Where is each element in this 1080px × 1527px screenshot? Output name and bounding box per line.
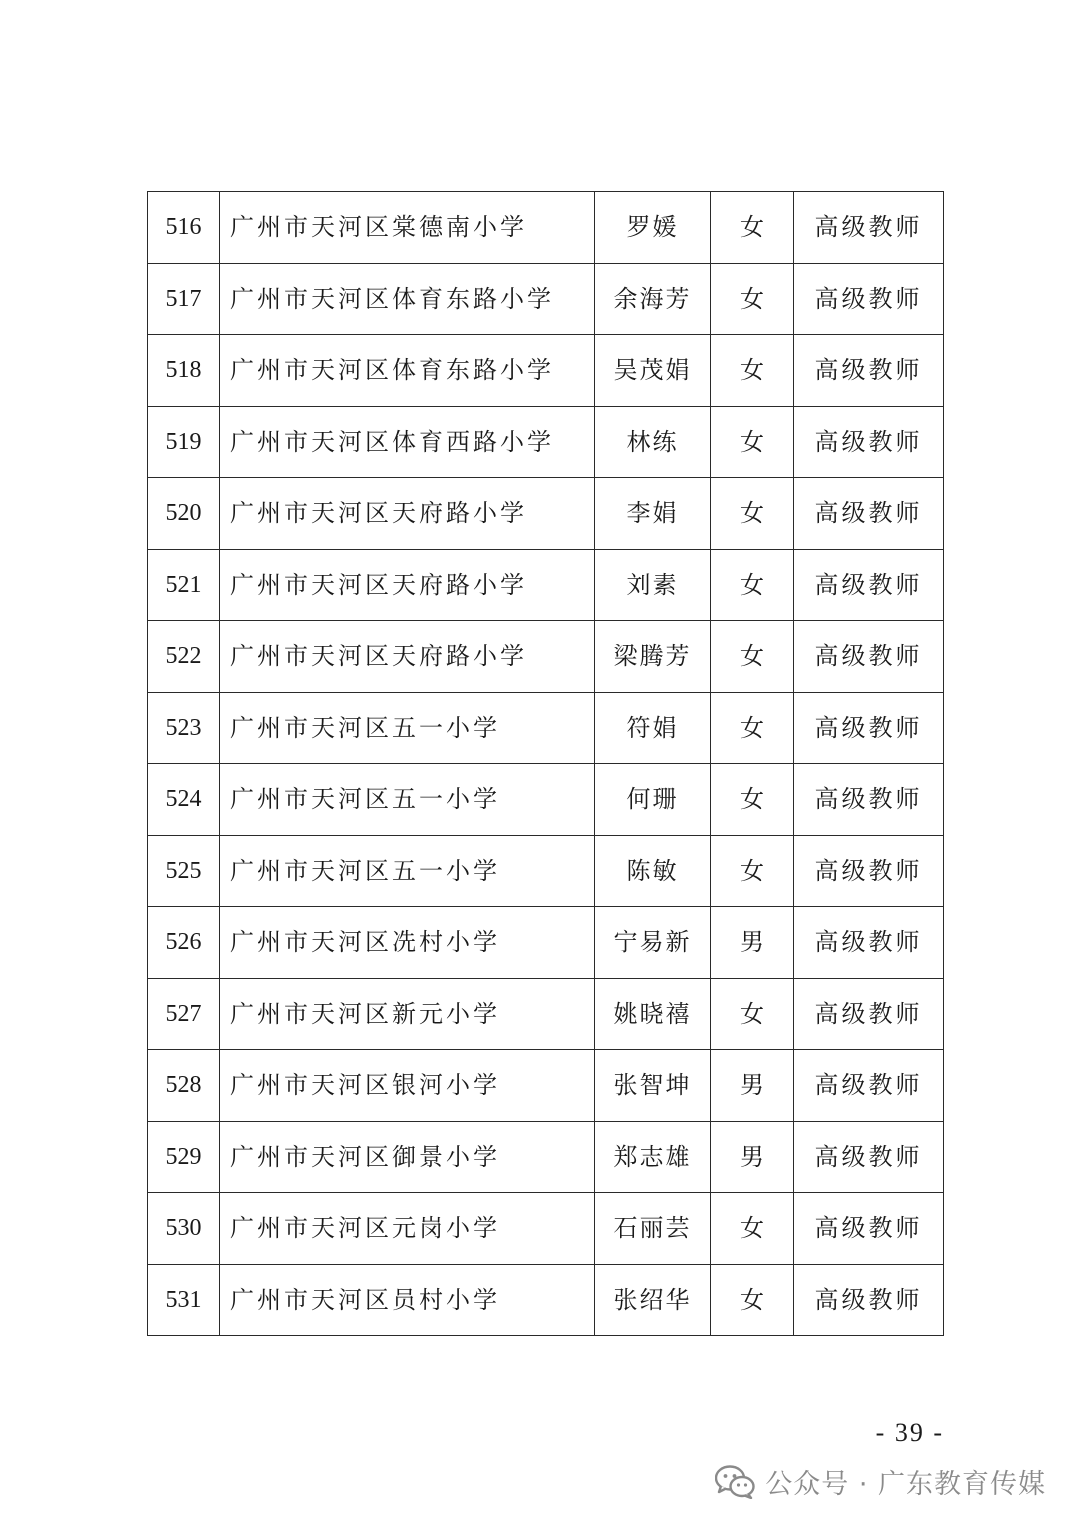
table-row xyxy=(148,263,944,335)
row-number: 528 xyxy=(148,1050,220,1122)
table-row xyxy=(148,192,944,264)
wechat-icon xyxy=(715,1465,755,1499)
teacher-title: 高级教师 xyxy=(794,835,944,907)
teacher-title: 高级教师 xyxy=(794,764,944,836)
school-name: 广州市天河区体育东路小学 xyxy=(220,263,595,335)
row-number: 520 xyxy=(148,478,220,550)
teacher-title: 高级教师 xyxy=(794,406,944,478)
school-name: 广州市天河区天府路小学 xyxy=(220,478,595,550)
teacher-title: 高级教师 xyxy=(794,192,944,264)
row-number: 523 xyxy=(148,692,220,764)
teacher-title: 高级教师 xyxy=(794,549,944,621)
teacher-title: 高级教师 xyxy=(794,1121,944,1193)
teacher-name: 张绍华 xyxy=(595,1264,711,1336)
teacher-gender: 女 xyxy=(711,764,794,836)
watermark xyxy=(715,1462,1046,1501)
table-row xyxy=(148,1121,944,1193)
school-name: 广州市天河区五一小学 xyxy=(220,764,595,836)
row-number: 531 xyxy=(148,1264,220,1336)
teacher-title: 高级教师 xyxy=(794,263,944,335)
teacher-name: 刘素 xyxy=(595,549,711,621)
teacher-title: 高级教师 xyxy=(794,978,944,1050)
row-number: 530 xyxy=(148,1193,220,1265)
table-row xyxy=(148,406,944,478)
teacher-gender: 女 xyxy=(711,1264,794,1336)
school-name: 广州市天河区元岗小学 xyxy=(220,1193,595,1265)
teacher-gender: 男 xyxy=(711,1050,794,1122)
teacher-gender: 女 xyxy=(711,192,794,264)
table-row xyxy=(148,549,944,621)
teacher-gender: 女 xyxy=(711,692,794,764)
row-number: 516 xyxy=(148,192,220,264)
teacher-title: 高级教师 xyxy=(794,621,944,693)
table-row xyxy=(148,1264,944,1336)
teacher-name: 宁易新 xyxy=(595,907,711,979)
table-row xyxy=(148,835,944,907)
school-name: 广州市天河区员村小学 xyxy=(220,1264,595,1336)
teacher-name: 李娟 xyxy=(595,478,711,550)
teacher-title: 高级教师 xyxy=(794,1050,944,1122)
teacher-list-table xyxy=(147,191,944,1336)
teacher-title: 高级教师 xyxy=(794,1264,944,1336)
row-number: 522 xyxy=(148,621,220,693)
table-row xyxy=(148,335,944,407)
teacher-gender: 女 xyxy=(711,263,794,335)
school-name: 广州市天河区五一小学 xyxy=(220,835,595,907)
row-number: 521 xyxy=(148,549,220,621)
teacher-name: 吴茂娟 xyxy=(595,335,711,407)
teacher-title: 高级教师 xyxy=(794,335,944,407)
teacher-gender: 男 xyxy=(711,907,794,979)
table-row xyxy=(148,978,944,1050)
table-body xyxy=(148,192,944,1336)
teacher-gender: 女 xyxy=(711,978,794,1050)
table-row xyxy=(148,478,944,550)
teacher-name: 林练 xyxy=(595,406,711,478)
school-name: 广州市天河区银河小学 xyxy=(220,1050,595,1122)
row-number: 529 xyxy=(148,1121,220,1193)
teacher-gender: 女 xyxy=(711,835,794,907)
row-number: 526 xyxy=(148,907,220,979)
table-row xyxy=(148,1050,944,1122)
school-name: 广州市天河区天府路小学 xyxy=(220,621,595,693)
teacher-title: 高级教师 xyxy=(794,692,944,764)
teacher-gender: 女 xyxy=(711,621,794,693)
row-number: 519 xyxy=(148,406,220,478)
table-row xyxy=(148,692,944,764)
row-number: 517 xyxy=(148,263,220,335)
teacher-gender: 男 xyxy=(711,1121,794,1193)
row-number: 518 xyxy=(148,335,220,407)
teacher-gender: 女 xyxy=(711,478,794,550)
row-number: 527 xyxy=(148,978,220,1050)
teacher-gender: 女 xyxy=(711,406,794,478)
teacher-name: 余海芳 xyxy=(595,263,711,335)
teacher-name: 张智坤 xyxy=(595,1050,711,1122)
school-name: 广州市天河区体育西路小学 xyxy=(220,406,595,478)
teacher-gender: 女 xyxy=(711,335,794,407)
table-row xyxy=(148,621,944,693)
teacher-name: 姚晓禧 xyxy=(595,978,711,1050)
row-number: 525 xyxy=(148,835,220,907)
table-row xyxy=(148,1193,944,1265)
school-name: 广州市天河区棠德南小学 xyxy=(220,192,595,264)
teacher-title: 高级教师 xyxy=(794,1193,944,1265)
teacher-gender: 女 xyxy=(711,1193,794,1265)
teacher-title: 高级教师 xyxy=(794,907,944,979)
school-name: 广州市天河区体育东路小学 xyxy=(220,335,595,407)
page-number: - 39 - xyxy=(875,1418,944,1447)
watermark-text: 公众号 · 广东教育传媒 xyxy=(765,1469,1046,1500)
teacher-gender: 女 xyxy=(711,549,794,621)
teacher-name: 罗媛 xyxy=(595,192,711,264)
row-number: 524 xyxy=(148,764,220,836)
teacher-name: 梁腾芳 xyxy=(595,621,711,693)
teacher-name: 何珊 xyxy=(595,764,711,836)
school-name: 广州市天河区新元小学 xyxy=(220,978,595,1050)
school-name: 广州市天河区冼村小学 xyxy=(220,907,595,979)
school-name: 广州市天河区天府路小学 xyxy=(220,549,595,621)
teacher-title: 高级教师 xyxy=(794,478,944,550)
school-name: 广州市天河区御景小学 xyxy=(220,1121,595,1193)
table-row xyxy=(148,907,944,979)
teacher-name: 陈敏 xyxy=(595,835,711,907)
teacher-name: 符娟 xyxy=(595,692,711,764)
school-name: 广州市天河区五一小学 xyxy=(220,692,595,764)
teacher-name: 郑志雄 xyxy=(595,1121,711,1193)
table-row xyxy=(148,764,944,836)
teacher-name: 石丽芸 xyxy=(595,1193,711,1265)
